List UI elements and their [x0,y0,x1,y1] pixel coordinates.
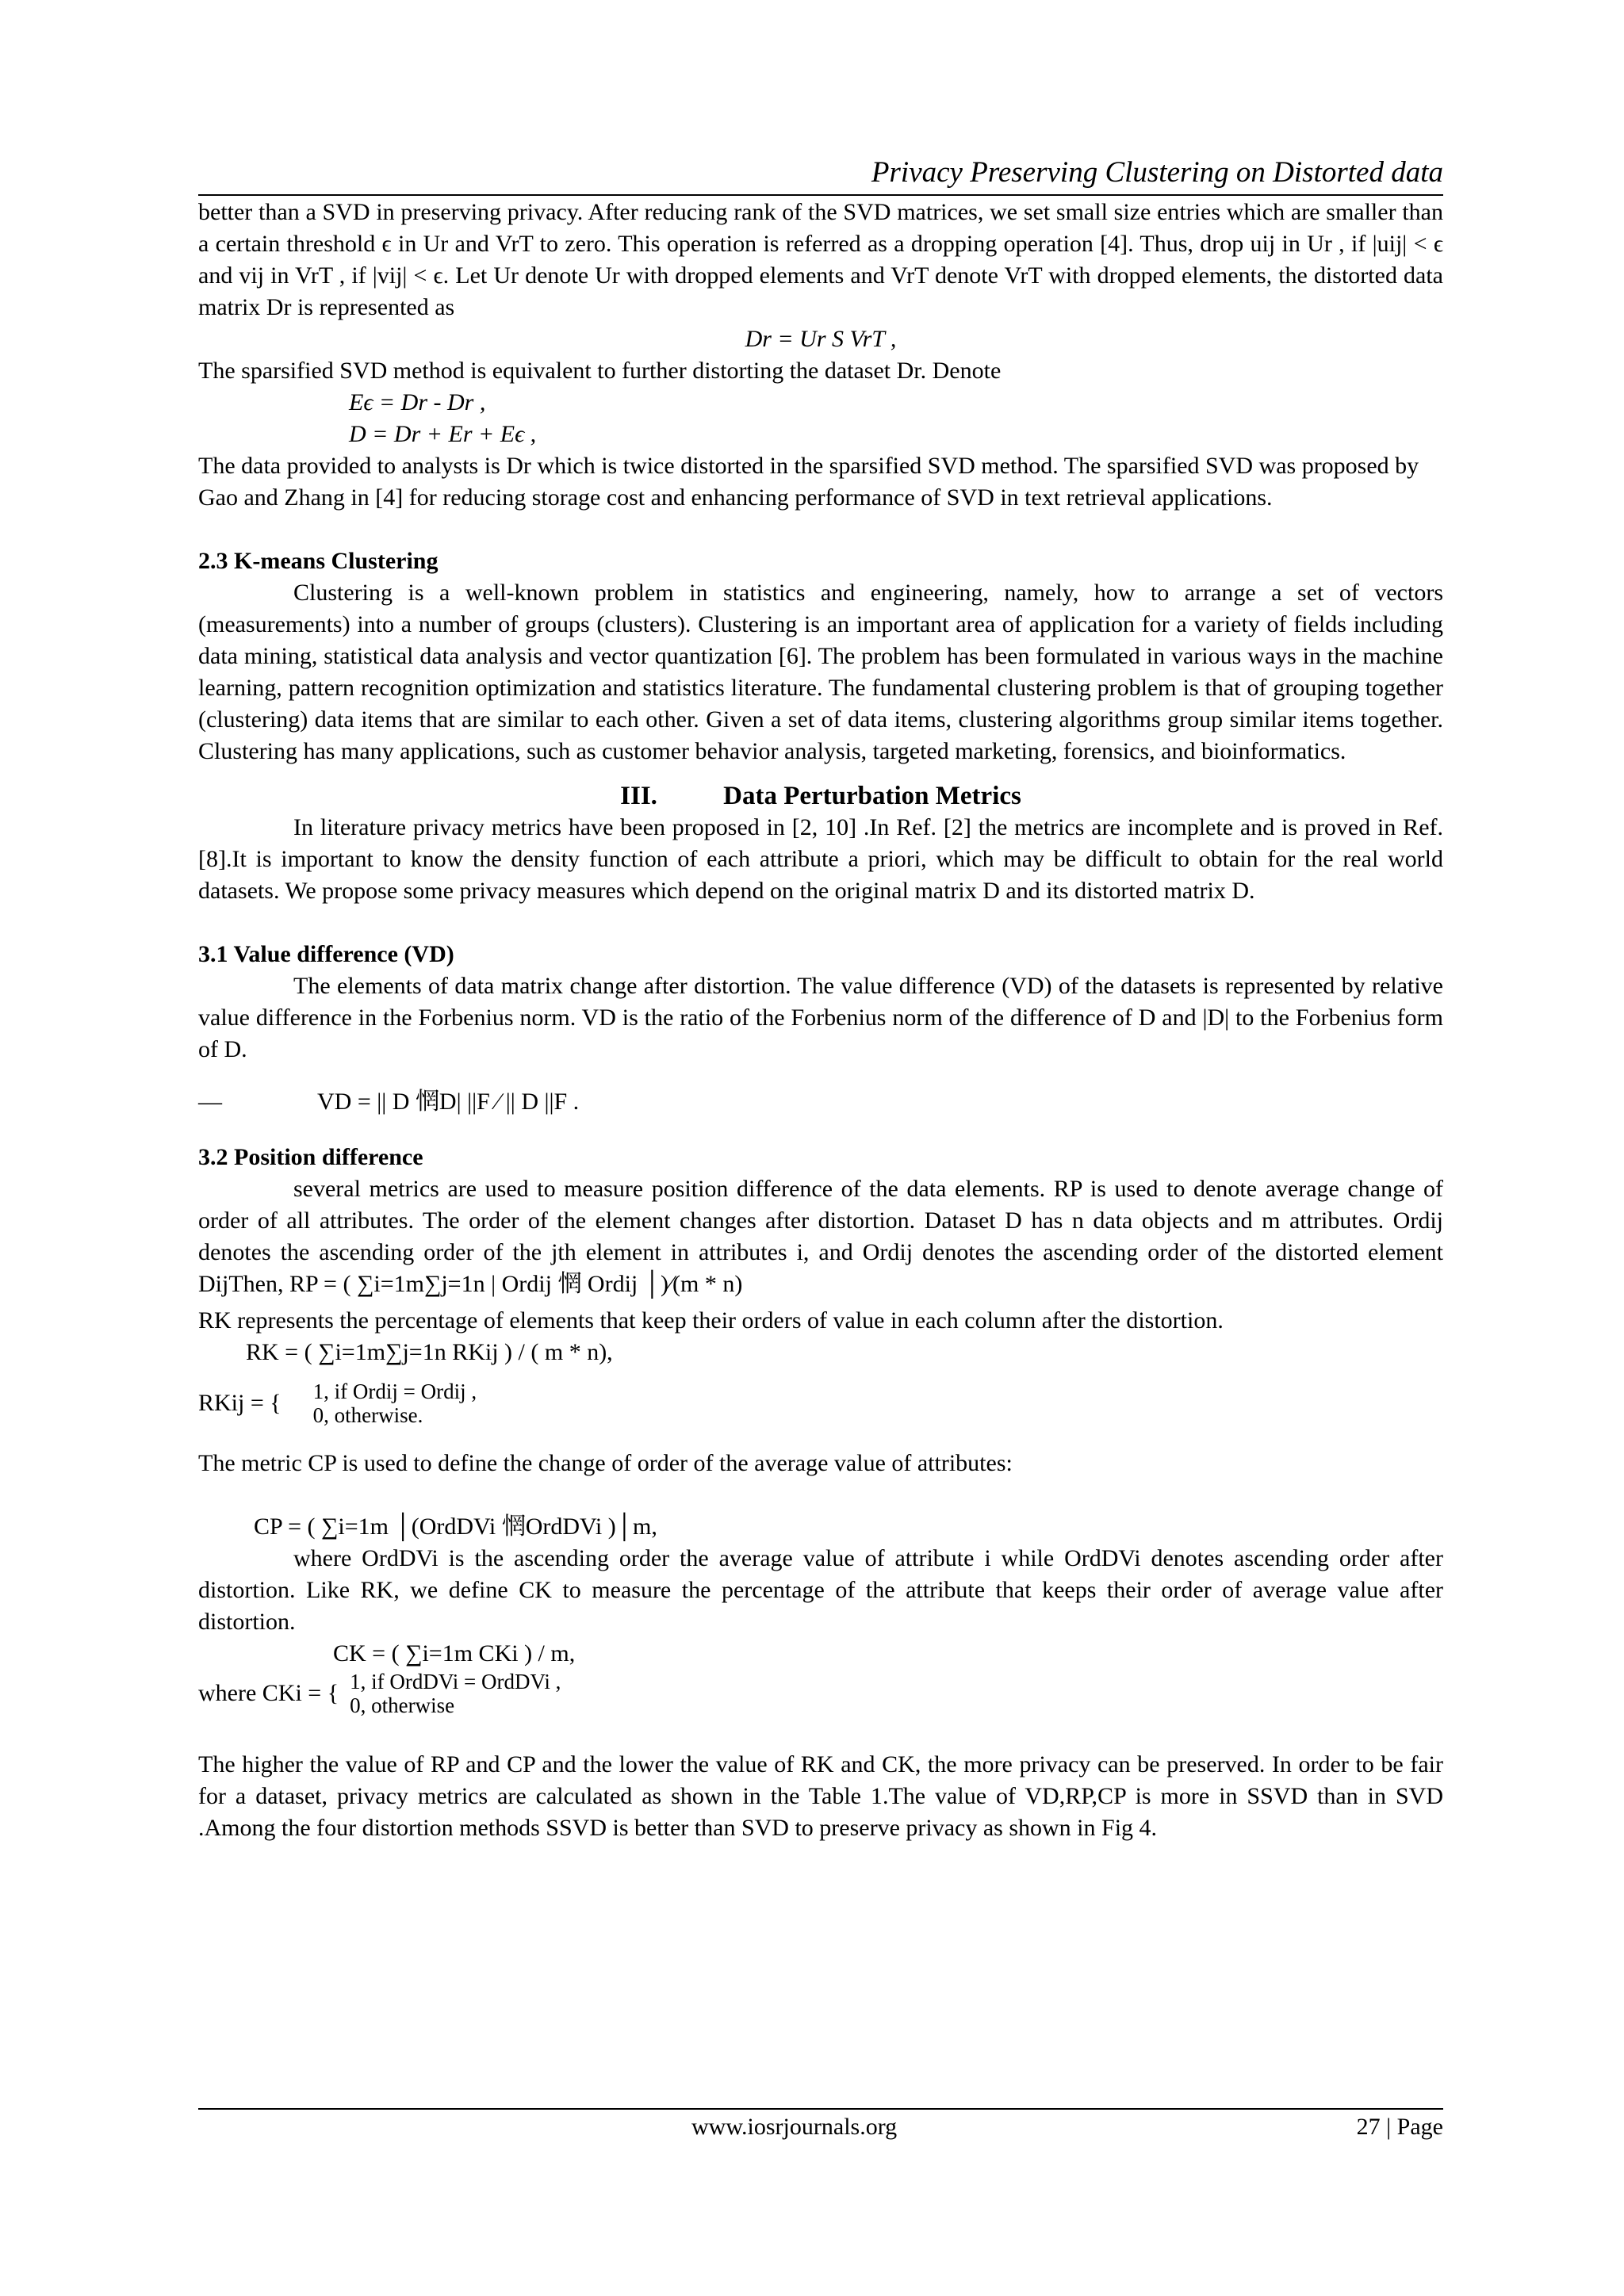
running-head: Privacy Preserving Clustering on Distorted data [871,156,1443,189]
page [198,0,1443,2296]
paragraph-svd: better than a SVD in preserving privacy. After reducing rank of the SVD matrices, we set small size entries which are smaller than a certain threshold ϵ in Ur and VrT to zero. This operation is referred as a dropping operation [4]. Thus, drop uij in Ur , if |uij| < ϵ and vij in VrT , if |vij| < ϵ. Let Ur denote Ur with dropped elements and VrT denote VrT with dropped elements, the distorted data matrix Dr is represented as [198,199,1443,320]
paragraph-vd: The elements of data matrix change after distortion. The value difference (VD) of the datasets is represented by relative value difference in the Forbenius norm. VD is the ratio of the Forbenius norm of the difference of D and |D| to the Forbenius form of D. [198,973,1443,1062]
equation-e-epsilon: Eϵ = Dr - Dr , [349,389,486,415]
ck-case-1: 1, if OrdDVi = OrdDVi , [350,1670,561,1693]
ck-case-2: 0, otherwise [350,1693,455,1717]
rk-case-1: 1, if Ordij = Ordij , [312,1380,477,1403]
equation-cp: CP = ( ∑i=1m │(OrdDVi 惘OrdDVi )│m, [254,1513,657,1540]
ck-lhs: where CKi = { [198,1680,339,1706]
section-heading-3-2: 3.2 Position difference [198,1144,423,1170]
equation-ck: CK = ( ∑i=1m CKi ) / m, [333,1640,576,1667]
equation-d: D = Dr + Er + Eϵ , [349,421,537,447]
paragraph-sparsified: The sparsified SVD method is equivalent to further distorting the dataset Dr. Denote [198,358,1002,384]
spacer [198,907,1443,939]
spacer [198,1479,1443,1511]
paragraph-conclusion: The higher the value of RP and CP and the lower the value of RK and CK, the more privacy can be preserved. In order to be fair for a dataset, privacy metrics are calculated as shown in the Table 1.The value of VD,RP,CP is more in SSVD than in SVD .Among the four distortion methods SSVD is better than SVD to preserve privacy as shown in Fig 4. [198,1751,1443,1841]
rk-lhs: RKij = { [198,1390,282,1416]
equation-rk: RK = ( ∑i=1m∑j=1n RKij ) / ( m * n), [246,1339,613,1365]
equation-vd: VD = || D 惘D| ||F ∕ || D ||F . [317,1089,580,1115]
spacer [198,514,1443,545]
ck-cases [198,1670,1443,1717]
section-heading-3-1: 3.1 Value difference (VD) [198,941,454,967]
formula-vd [198,1086,1443,1121]
rk-cases [198,1380,1443,1427]
paragraph-where: where OrdDVi is the ascending order the average value of attribute i while OrdDVi denotes ascending order after distortion. Like RK, we define CK to measure the percentage of the attribute that keeps their order of average value after distortion. [198,1545,1443,1635]
paragraph-analysts: The data provided to analysts is Dr which is twice distorted in the sparsified SVD method. The sparsified SVD was proposed by Gao and Zhang in [4] for reducing storage cost and enhancing performance of SVD in text retrieval applications. [198,453,1419,511]
section-heading-2-3: 2.3 K-means Clustering [198,548,439,574]
page-content [198,197,1443,1844]
dash: — [198,1089,222,1115]
equation-dr: Dr = Ur S VrT , [745,326,897,352]
paragraph-position: several metrics are used to measure position difference of the data elements. RP is used to denote average change of order of all attributes. The order of the element changes after distortion. Dataset D has n data objects and m attributes. Ordij denotes the ascending order of the jth element in attributes i, and Ordij denotes the ascending order of the distorted element DijThen, RP = ( ∑i=1m∑j=1n | Ordij 惘 Ordij │)∕(m * n) [198,1176,1443,1297]
paragraph-rk: RK represents the percentage of elements that keep their orders of value in each column after the distortion. [198,1307,1224,1334]
spacer [198,1121,1443,1142]
ck-case-list [350,1670,561,1717]
rk-case-list [313,1380,477,1427]
rk-case-2: 0, otherwise. [312,1403,423,1427]
paragraph-kmeans: Clustering is a well-known problem in statistics and engineering, namely, how to arrange a set of vectors (measurements) into a number of groups (clusters). Clustering is an important area of application for a variety of fields including data mining, statistical data analysis and vector quantization [6]. The problem has been formulated in various ways in the machine learning, pattern recognition optimization and statistics literature. The fundamental clustering problem is that of grouping together (clustering) data items that are similar to each other. Given a set of data items, clustering algorithms group similar items together. Clustering has many applications, such as customer behavior analysis, targeted marketing, forensics, and bioinformatics. [198,580,1443,764]
chapter-title: Data Perturbation Metrics [723,782,1021,810]
footer-page-number: 27 | Page [1356,2114,1443,2140]
spacer [198,1427,1443,1448]
paragraph-cp: The metric CP is used to define the change of order of the average value of attributes: [198,1450,1013,1476]
chapter-heading [198,780,1443,812]
spacer [198,1717,1443,1749]
chapter-number: III. [620,782,657,810]
header-rule [198,194,1443,196]
paragraph-metrics: In literature privacy metrics have been proposed in [2, 10] .In Ref. [2] the metrics are incomplete and is proved in Ref. [8].It is important to know the density function of each attribute a priori, which may be difficult to obtain for the real world datasets. We propose some privacy measures which depend on the original matrix D and its distorted matrix D. [198,814,1443,904]
footer-rule [198,2108,1443,2110]
footer-site: www.iosrjournals.org [691,2114,898,2140]
spacer [198,1066,1443,1086]
